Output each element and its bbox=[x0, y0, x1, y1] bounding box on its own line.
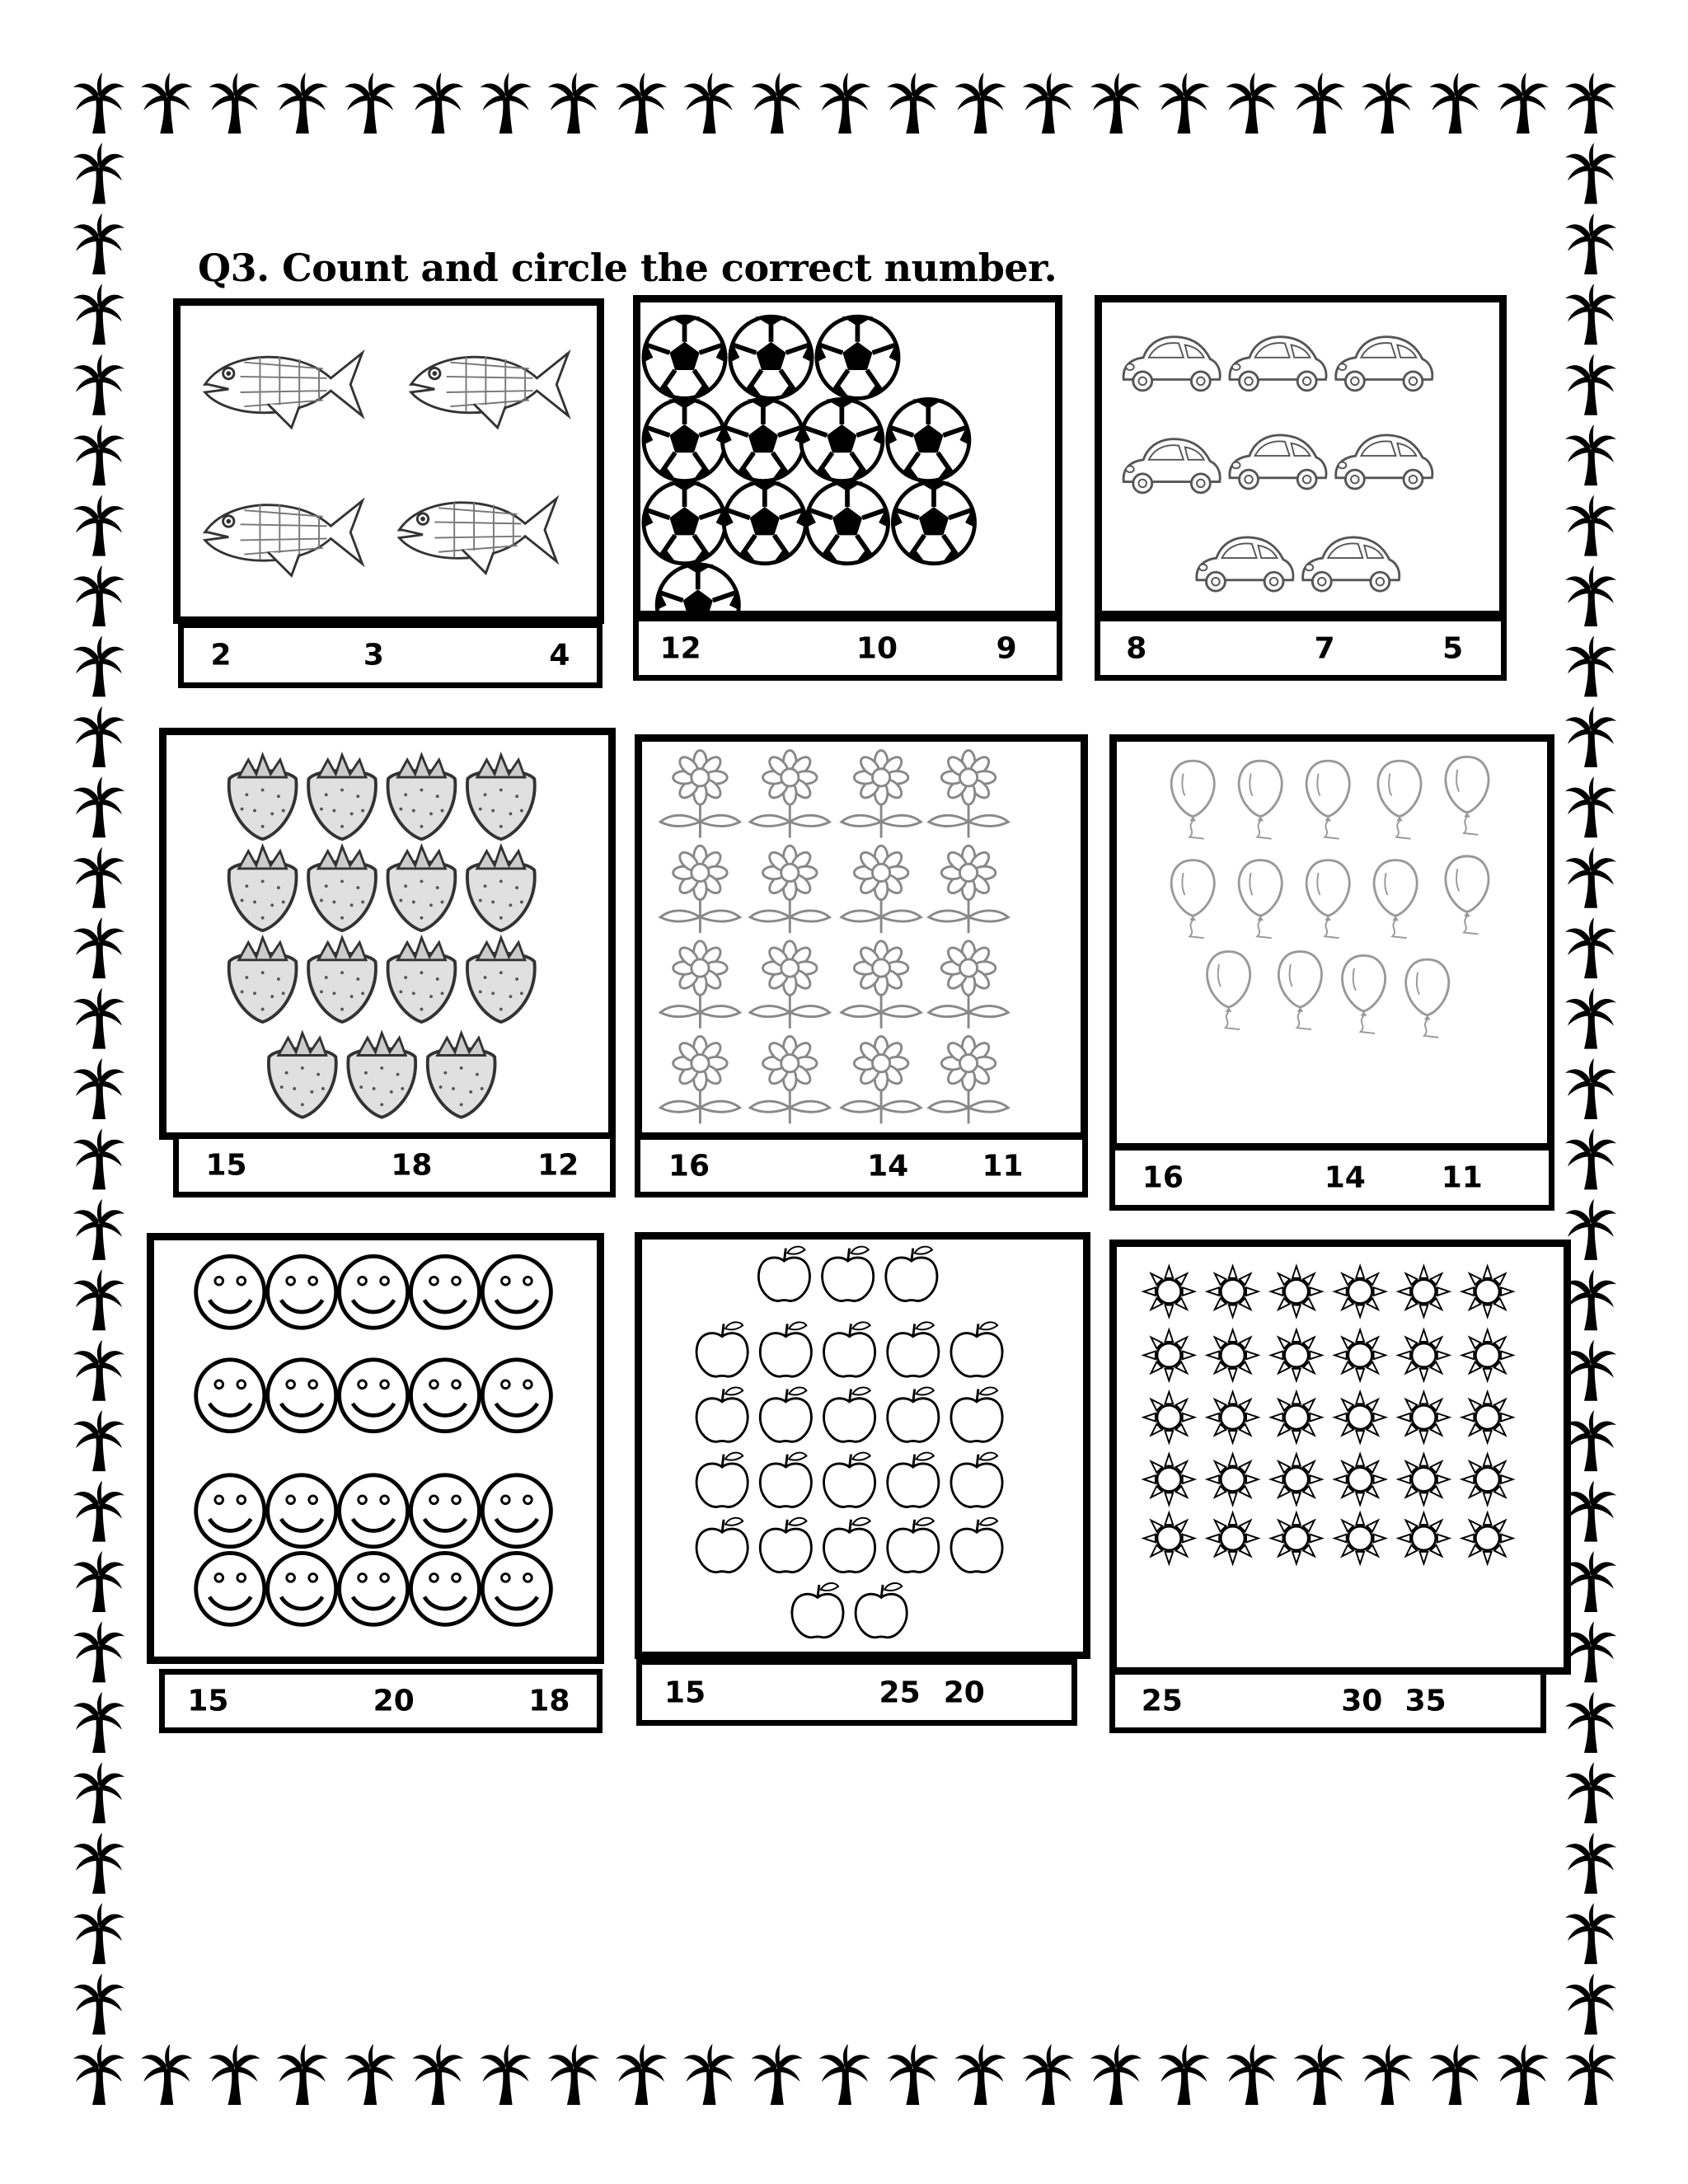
picture-box-strawberry bbox=[159, 728, 616, 1140]
option-number[interactable]: 20 bbox=[943, 1675, 985, 1709]
palm-tree-icon bbox=[1565, 495, 1616, 556]
fish-illustration bbox=[181, 306, 597, 616]
palm-tree-icon bbox=[684, 73, 735, 134]
palm-tree-icon bbox=[73, 565, 124, 626]
apple-illustration bbox=[642, 1240, 1083, 1652]
palm-tree-icon bbox=[752, 73, 803, 134]
option-number[interactable]: 12 bbox=[659, 631, 701, 665]
palm-tree-icon bbox=[1498, 73, 1549, 134]
palm-tree-icon bbox=[73, 1692, 124, 1753]
palm-tree-icon bbox=[1565, 1762, 1616, 1823]
answer-options-balloon bbox=[1109, 1145, 1554, 1211]
balloon-illustration bbox=[1117, 742, 1547, 1143]
palm-tree-icon bbox=[277, 2044, 328, 2105]
flower-illustration bbox=[642, 742, 1081, 1132]
palm-tree-icon bbox=[1565, 1903, 1616, 1964]
option-number[interactable]: 15 bbox=[187, 1684, 229, 1718]
answer-options-car bbox=[1095, 616, 1507, 681]
palm-tree-icon bbox=[1430, 73, 1481, 134]
answer-options-apple bbox=[636, 1659, 1077, 1726]
car-illustration bbox=[1102, 302, 1499, 611]
answer-options-smiley bbox=[159, 1669, 603, 1733]
palm-tree-icon bbox=[1362, 73, 1413, 134]
answer-options-flower bbox=[635, 1134, 1088, 1197]
palm-tree-icon bbox=[887, 73, 938, 134]
palm-tree-icon bbox=[1565, 706, 1616, 767]
palm-tree-icon bbox=[1090, 73, 1142, 134]
palm-tree-icon bbox=[73, 1551, 124, 1612]
palm-tree-icon bbox=[1023, 2044, 1074, 2105]
palm-tree-icon bbox=[481, 73, 532, 134]
option-number[interactable]: 16 bbox=[668, 1149, 710, 1183]
picture-box-flower bbox=[635, 734, 1088, 1140]
palm-tree-icon bbox=[887, 2044, 938, 2105]
option-number[interactable]: 12 bbox=[537, 1148, 579, 1183]
palm-tree-icon bbox=[684, 2044, 735, 2105]
palm-tree-icon bbox=[1226, 2044, 1278, 2105]
answer-options-fish bbox=[178, 622, 603, 688]
option-number[interactable]: 25 bbox=[1141, 1684, 1183, 1718]
palm-tree-icon bbox=[73, 1762, 124, 1823]
answer-options-strawberry bbox=[173, 1133, 616, 1197]
palm-tree-icon bbox=[1023, 73, 1074, 134]
palm-tree-icon bbox=[616, 73, 667, 134]
palm-tree-icon bbox=[73, 143, 124, 204]
football-illustration bbox=[640, 302, 1055, 611]
option-number[interactable]: 11 bbox=[1441, 1160, 1483, 1195]
option-number[interactable]: 14 bbox=[1324, 1160, 1366, 1195]
option-number[interactable]: 35 bbox=[1404, 1684, 1447, 1718]
palm-tree-icon bbox=[1565, 776, 1616, 837]
option-number[interactable]: 14 bbox=[867, 1149, 909, 1183]
palm-tree-icon bbox=[1565, 847, 1616, 908]
palm-tree-icon bbox=[345, 2044, 396, 2105]
option-number[interactable]: 8 bbox=[1126, 631, 1147, 665]
palm-tree-icon bbox=[73, 213, 124, 274]
palm-tree-icon bbox=[73, 1903, 124, 1964]
palm-tree-icon bbox=[1565, 1833, 1616, 1894]
palm-tree-icon bbox=[73, 988, 124, 1049]
option-number[interactable]: 7 bbox=[1314, 631, 1335, 665]
palm-tree-icon bbox=[73, 1410, 124, 1471]
picture-box-sun bbox=[1109, 1240, 1571, 1675]
palm-tree-icon bbox=[1565, 2044, 1616, 2105]
palm-tree-icon bbox=[1226, 73, 1278, 134]
palm-tree-icon bbox=[73, 2044, 124, 2105]
palm-tree-icon bbox=[73, 284, 124, 344]
palm-tree-icon bbox=[955, 2044, 1006, 2105]
palm-tree-icon bbox=[1565, 1410, 1616, 1471]
palm-tree-icon bbox=[1565, 143, 1616, 204]
palm-tree-icon bbox=[73, 1340, 124, 1401]
palm-tree-icon bbox=[141, 73, 192, 134]
palm-tree-icon bbox=[1565, 1481, 1616, 1542]
palm-tree-icon bbox=[73, 1621, 124, 1682]
palm-tree-icon bbox=[1565, 73, 1616, 134]
palm-tree-icon bbox=[1294, 2044, 1345, 2105]
palm-tree-icon bbox=[209, 2044, 260, 2105]
palm-tree-icon bbox=[1565, 565, 1616, 626]
palm-tree-icon bbox=[1362, 2044, 1413, 2105]
palm-tree-icon bbox=[1565, 1974, 1616, 2035]
palm-tree-icon bbox=[73, 635, 124, 696]
palm-tree-icon bbox=[1090, 2044, 1142, 2105]
palm-tree-icon bbox=[1565, 284, 1616, 344]
picture-box-fish bbox=[173, 298, 604, 624]
palm-tree-icon bbox=[73, 1128, 124, 1189]
palm-tree-icon bbox=[73, 354, 124, 415]
palm-tree-icon bbox=[73, 495, 124, 556]
palm-tree-icon bbox=[1565, 1128, 1616, 1189]
palm-tree-icon bbox=[481, 2044, 532, 2105]
palm-tree-icon bbox=[141, 2044, 192, 2105]
palm-tree-icon bbox=[819, 2044, 870, 2105]
instruction-title: Q3. Count and circle the correct number. bbox=[198, 246, 1057, 290]
palm-tree-icon bbox=[345, 73, 396, 134]
palm-tree-icon bbox=[1565, 917, 1616, 978]
palm-tree-icon bbox=[209, 73, 260, 134]
palm-tree-icon bbox=[73, 424, 124, 485]
option-number[interactable]: 30 bbox=[1341, 1684, 1383, 1718]
answer-options-sun bbox=[1109, 1669, 1546, 1733]
picture-box-balloon bbox=[1109, 734, 1554, 1151]
palm-tree-icon bbox=[1565, 1199, 1616, 1260]
palm-tree-icon bbox=[752, 2044, 803, 2105]
palm-tree-icon bbox=[1565, 1340, 1616, 1401]
palm-tree-icon bbox=[1565, 1058, 1616, 1119]
palm-tree-icon bbox=[277, 73, 328, 134]
palm-tree-icon bbox=[73, 706, 124, 767]
palm-tree-icon bbox=[1294, 73, 1345, 134]
option-number[interactable]: 4 bbox=[549, 638, 570, 673]
palm-tree-icon bbox=[1565, 1692, 1616, 1753]
palm-tree-icon bbox=[1565, 988, 1616, 1049]
option-number[interactable]: 18 bbox=[391, 1148, 433, 1183]
option-number[interactable]: 15 bbox=[664, 1675, 706, 1709]
palm-tree-icon bbox=[73, 847, 124, 908]
answer-options-football bbox=[633, 616, 1062, 681]
palm-tree-icon bbox=[73, 917, 124, 978]
palm-tree-icon bbox=[1565, 1621, 1616, 1682]
picture-box-car bbox=[1095, 295, 1507, 618]
palm-tree-icon bbox=[819, 73, 870, 134]
picture-box-smiley bbox=[147, 1233, 604, 1664]
palm-tree-icon bbox=[1565, 354, 1616, 415]
option-number[interactable]: 5 bbox=[1442, 631, 1464, 665]
option-number[interactable]: 11 bbox=[982, 1149, 1024, 1183]
palm-tree-icon bbox=[548, 2044, 599, 2105]
picture-box-apple bbox=[635, 1232, 1090, 1659]
palm-tree-icon bbox=[1498, 2044, 1549, 2105]
option-number[interactable]: 18 bbox=[528, 1684, 570, 1718]
palm-tree-icon bbox=[1430, 2044, 1481, 2105]
palm-tree-icon bbox=[1565, 1269, 1616, 1330]
option-number[interactable]: 9 bbox=[996, 631, 1017, 665]
option-number[interactable]: 20 bbox=[373, 1684, 415, 1718]
palm-tree-icon bbox=[1565, 635, 1616, 696]
option-number[interactable]: 10 bbox=[856, 631, 898, 665]
palm-tree-icon bbox=[73, 1833, 124, 1894]
palm-tree-icon bbox=[412, 2044, 463, 2105]
option-number[interactable]: 15 bbox=[205, 1148, 247, 1183]
palm-tree-icon bbox=[412, 73, 463, 134]
palm-tree-icon bbox=[1565, 1551, 1616, 1612]
palm-tree-icon bbox=[73, 1058, 124, 1119]
option-number[interactable]: 16 bbox=[1142, 1160, 1184, 1195]
palm-tree-icon bbox=[73, 1481, 124, 1542]
palm-tree-icon bbox=[73, 1199, 124, 1260]
option-number[interactable]: 2 bbox=[210, 638, 232, 673]
palm-tree-icon bbox=[1158, 2044, 1209, 2105]
option-number[interactable]: 3 bbox=[363, 638, 384, 673]
palm-tree-icon bbox=[73, 73, 124, 134]
palm-tree-icon bbox=[548, 73, 599, 134]
palm-tree-icon bbox=[73, 1974, 124, 2035]
palm-tree-icon bbox=[616, 2044, 667, 2105]
palm-tree-icon bbox=[1565, 424, 1616, 485]
option-number[interactable]: 25 bbox=[879, 1675, 921, 1709]
picture-box-football bbox=[633, 295, 1062, 618]
palm-tree-icon bbox=[955, 73, 1006, 134]
smiley-illustration bbox=[154, 1240, 597, 1657]
palm-tree-icon bbox=[1565, 213, 1616, 274]
sun-illustration bbox=[1117, 1247, 1564, 1667]
palm-tree-icon bbox=[73, 1269, 124, 1330]
palm-tree-icon bbox=[73, 776, 124, 837]
strawberry-illustration bbox=[166, 735, 608, 1132]
palm-tree-icon bbox=[1158, 73, 1209, 134]
